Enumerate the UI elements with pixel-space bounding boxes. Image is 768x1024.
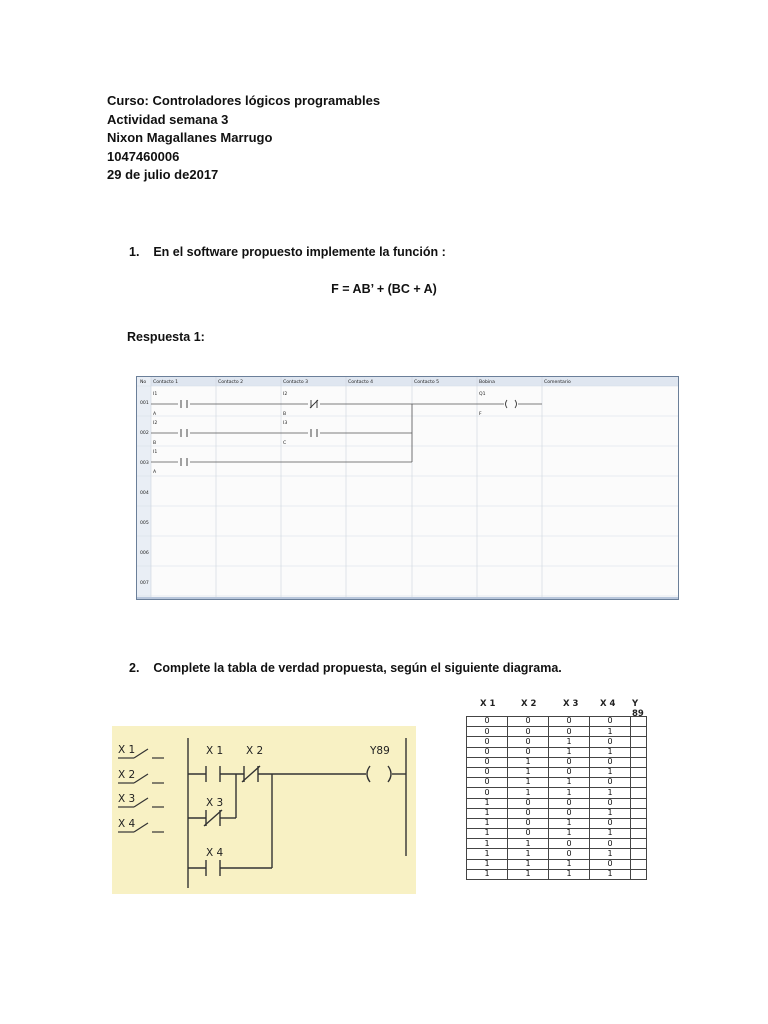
input-cell: 1	[549, 737, 590, 747]
input-label: X 2	[118, 769, 136, 781]
input-cell: 1	[549, 869, 590, 879]
contact-address: I3	[283, 421, 288, 426]
input-cell: 1	[467, 839, 508, 849]
input-cell: 0	[467, 727, 508, 737]
output-cell[interactable]	[631, 757, 647, 767]
input-cell: 0	[467, 737, 508, 747]
input-cell: 0	[590, 778, 631, 788]
row-number: 001	[140, 401, 149, 406]
contact-b-nc	[310, 400, 318, 408]
student-name: Nixon Magallanes Marrugo	[107, 130, 273, 145]
input-cell: 1	[590, 727, 631, 737]
input-cell: 0	[508, 727, 549, 737]
input-cell: 0	[549, 767, 590, 777]
input-cell: 0	[590, 798, 631, 808]
row-number: 002	[140, 431, 149, 436]
table-row	[467, 859, 647, 869]
ladder-diagram-drawing	[112, 726, 416, 894]
table-row	[467, 839, 647, 849]
output-cell[interactable]	[631, 839, 647, 849]
input-cell: 0	[467, 767, 508, 777]
input-cell: 0	[549, 717, 590, 727]
table-row	[467, 767, 647, 777]
input-label: X 4	[118, 818, 136, 830]
contact-label-x2: X 2	[246, 745, 264, 757]
col-no: No	[140, 380, 147, 385]
input-cell: 1	[508, 859, 549, 869]
contact-a-no	[181, 458, 187, 466]
contact-symbol: A	[153, 412, 157, 417]
question-1	[129, 245, 446, 259]
input-cell: 1	[590, 788, 631, 798]
truth-table-header	[466, 697, 648, 719]
input-cell: 1	[590, 808, 631, 818]
input-label: X 1	[118, 744, 136, 756]
input-cell: 0	[467, 717, 508, 727]
table-row	[467, 849, 647, 859]
coil-symbol: F	[479, 412, 482, 417]
input-cell: 0	[508, 747, 549, 757]
contact-symbol: C	[283, 441, 287, 446]
table-row	[467, 737, 647, 747]
course-line: Curso: Controladores lógicos programables	[107, 93, 381, 108]
input-cell: 1	[467, 829, 508, 839]
table-row	[467, 757, 647, 767]
question-1-number: 1.	[129, 245, 140, 259]
table-row	[467, 727, 647, 737]
input-cell: 1	[467, 869, 508, 879]
input-cell: 1	[467, 859, 508, 869]
contact-address: I1	[153, 392, 158, 397]
output-cell[interactable]	[631, 778, 647, 788]
table-row	[467, 869, 647, 879]
input-label: X 3	[118, 793, 136, 805]
contact-b-no	[181, 429, 187, 437]
coil-f	[506, 400, 517, 408]
header-x1: X 1	[480, 699, 496, 709]
contact-symbol: B	[153, 441, 157, 446]
input-cell: 0	[508, 717, 549, 727]
header-x4: X 4	[600, 699, 616, 709]
col-contact-1: Contacto 1	[153, 380, 179, 385]
activity-line: Actividad semana 3	[107, 111, 229, 127]
output-cell[interactable]	[631, 859, 647, 869]
output-cell[interactable]	[631, 829, 647, 839]
input-cell: 1	[549, 829, 590, 839]
truth-table	[466, 697, 648, 880]
ladder-editor-grid	[137, 377, 679, 600]
contact-address: I2	[283, 392, 288, 397]
table-row	[467, 778, 647, 788]
input-cell: 0	[549, 808, 590, 818]
header-x2: X 2	[521, 699, 537, 709]
input-cell: 1	[590, 747, 631, 757]
input-cell: 0	[467, 778, 508, 788]
output-cell[interactable]	[631, 818, 647, 828]
input-cell: 0	[590, 859, 631, 869]
output-cell[interactable]	[631, 737, 647, 747]
col-coil: Bobina	[479, 380, 495, 385]
input-cell: 0	[590, 839, 631, 849]
question-2	[129, 661, 562, 675]
input-cell: 1	[549, 818, 590, 828]
output-cell[interactable]	[631, 788, 647, 798]
col-comment: Comentario	[544, 380, 571, 385]
contact-address: I2	[153, 421, 158, 426]
input-cell: 1	[467, 818, 508, 828]
question-1-text: En el software propuesto implemente la función :	[153, 245, 446, 259]
input-cell: 0	[467, 788, 508, 798]
input-cell: 1	[508, 767, 549, 777]
input-cell: 1	[549, 788, 590, 798]
input-cell: 1	[467, 808, 508, 818]
document-header	[107, 92, 380, 185]
table-row	[467, 818, 647, 828]
question-2-number: 2.	[129, 661, 140, 675]
contact-address: I1	[153, 450, 158, 455]
table-row	[467, 798, 647, 808]
input-cell: 1	[508, 778, 549, 788]
header-x3: X 3	[563, 699, 579, 709]
input-cell: 0	[467, 757, 508, 767]
date-line: 29 de julio de2017	[107, 167, 219, 182]
ladder-diagram	[112, 726, 416, 894]
input-cell: 1	[549, 747, 590, 757]
table-row	[467, 788, 647, 798]
ladder-editor	[136, 376, 679, 600]
contact-c-no	[311, 429, 317, 437]
input-cell: 1	[508, 788, 549, 798]
input-cell: 0	[508, 798, 549, 808]
contact-symbol: B	[283, 412, 287, 417]
input-cell: 0	[549, 727, 590, 737]
input-cell: 1	[508, 869, 549, 879]
table-row	[467, 808, 647, 818]
input-cell: 0	[508, 808, 549, 818]
input-cell: 0	[467, 747, 508, 757]
input-cell: 1	[508, 757, 549, 767]
table-row	[467, 717, 647, 727]
output-cell[interactable]	[631, 849, 647, 859]
input-cell: 1	[508, 849, 549, 859]
input-cell: 0	[590, 717, 631, 727]
input-cell: 0	[549, 849, 590, 859]
truth-table-grid	[466, 716, 647, 880]
input-cell: 1	[467, 849, 508, 859]
contact-label-x1: X 1	[206, 745, 224, 757]
row-number: 004	[140, 491, 149, 496]
table-row	[467, 747, 647, 757]
contact-label-x4: X 4	[206, 847, 224, 859]
input-cell: 1	[549, 778, 590, 788]
input-cell: 1	[590, 767, 631, 777]
coil-address: Q1	[479, 392, 486, 397]
col-contact-4: Contacto 4	[348, 380, 374, 385]
input-cell: 0	[590, 818, 631, 828]
table-row	[467, 829, 647, 839]
input-cell: 0	[590, 757, 631, 767]
input-cell: 1	[467, 798, 508, 808]
col-contact-5: Contacto 5	[414, 380, 440, 385]
input-cell: 1	[590, 829, 631, 839]
coil-label: Y89	[370, 745, 390, 757]
output-cell[interactable]	[631, 767, 647, 777]
input-cell: 0	[549, 757, 590, 767]
input-cell: 0	[549, 839, 590, 849]
input-cell: 0	[508, 829, 549, 839]
output-cell[interactable]	[631, 727, 647, 737]
input-cell: 1	[549, 859, 590, 869]
row-number: 007	[140, 581, 149, 586]
formula: F = AB’ + (BC + A)	[331, 282, 437, 296]
input-cell: 0	[590, 737, 631, 747]
output-cell[interactable]	[631, 747, 647, 757]
input-cell: 0	[508, 818, 549, 828]
contact-a-no	[181, 400, 187, 408]
contact-symbol: A	[153, 470, 157, 475]
student-id: 1047460006	[107, 148, 180, 164]
row-number: 006	[140, 551, 149, 556]
input-cell: 1	[590, 849, 631, 859]
input-cell: 1	[508, 839, 549, 849]
input-cell: 1	[590, 869, 631, 879]
row-number: 005	[140, 521, 149, 526]
output-cell[interactable]	[631, 869, 647, 879]
col-contact-2: Contacto 2	[218, 380, 244, 385]
input-cell: 0	[508, 737, 549, 747]
contact-label-x3: X 3	[206, 797, 224, 809]
input-cell: 0	[549, 798, 590, 808]
answer-1-label: Respuesta 1:	[127, 330, 205, 344]
col-contact-3: Contacto 3	[283, 380, 309, 385]
question-2-text: Complete la tabla de verdad propuesta, según el siguiente diagrama.	[153, 661, 562, 675]
output-cell[interactable]	[631, 808, 647, 818]
header-y89: Y 89	[632, 699, 644, 719]
row-number: 003	[140, 461, 149, 466]
output-cell[interactable]	[631, 798, 647, 808]
